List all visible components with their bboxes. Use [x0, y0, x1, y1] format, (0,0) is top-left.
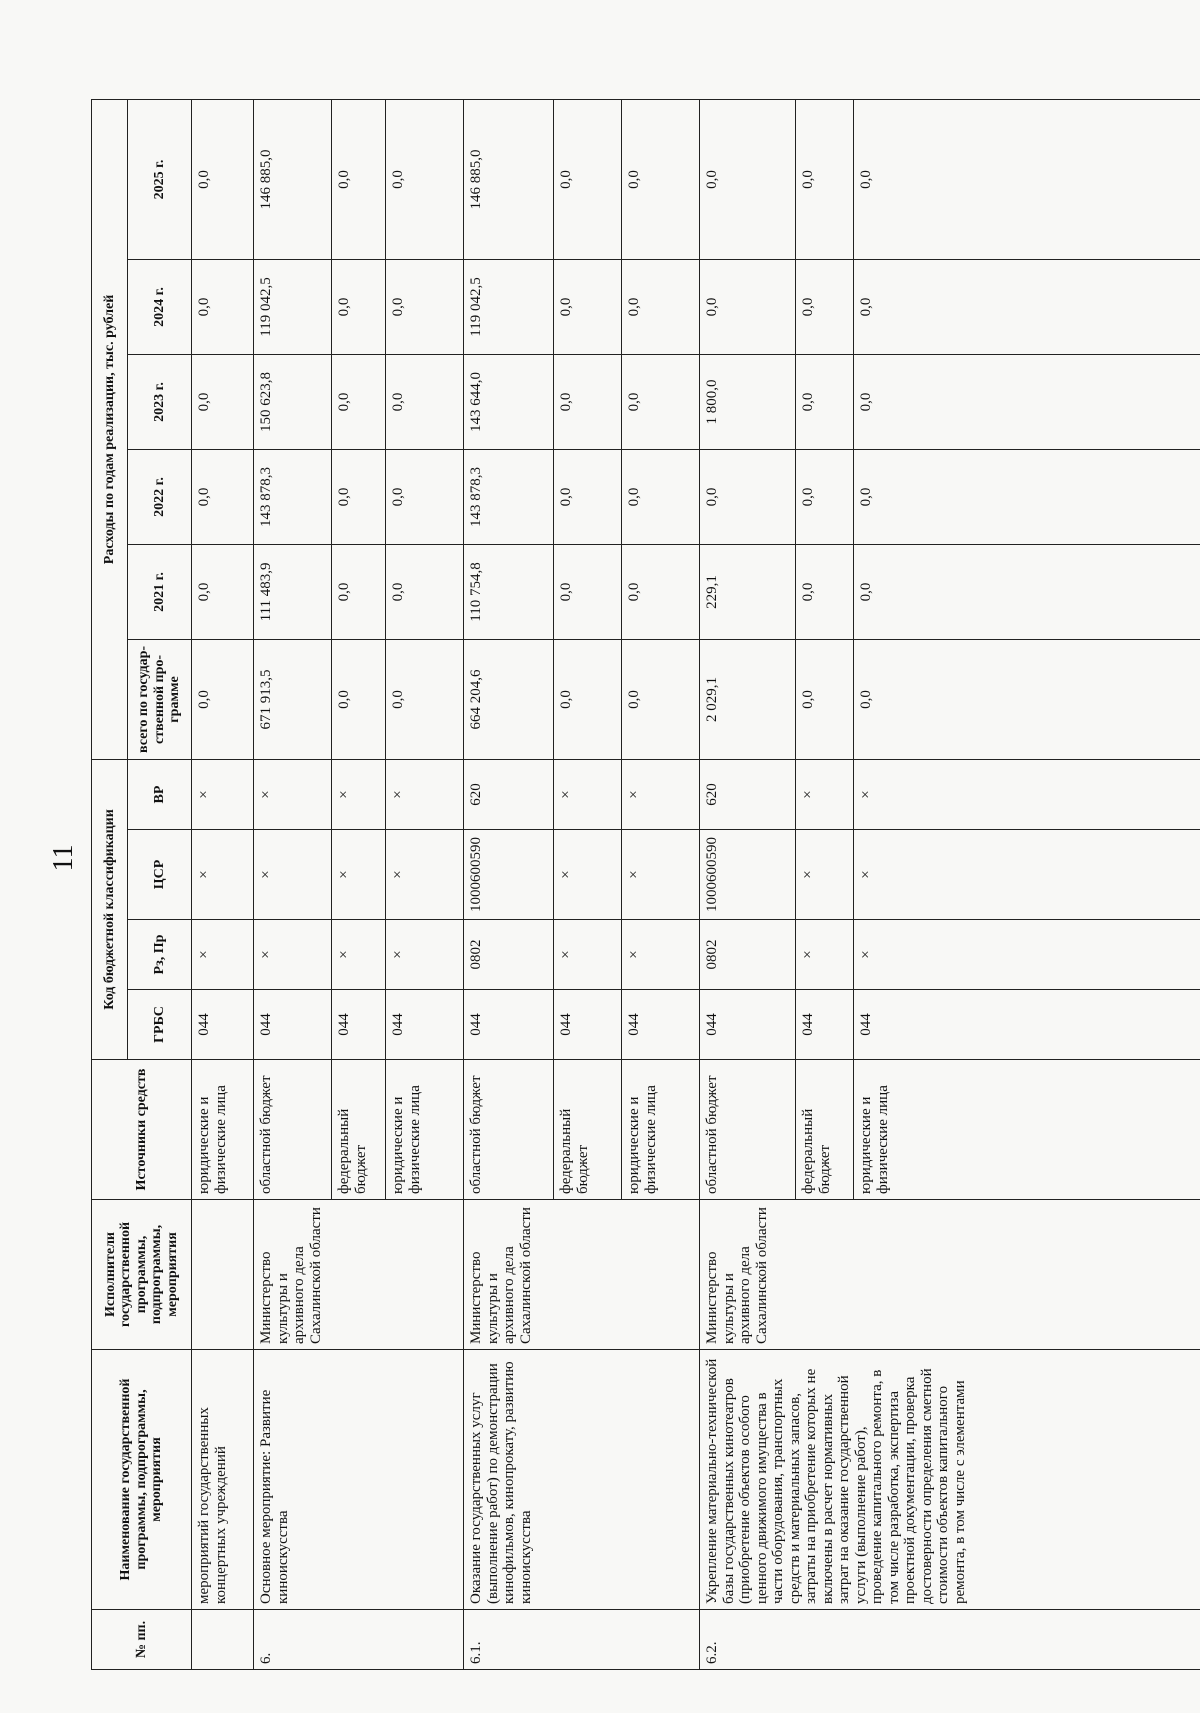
cell-executor: Министерство культуры и архивного дела Сахалинской области	[700, 1200, 1200, 1350]
cell-y2024: 0,0	[332, 259, 386, 354]
cell-y2021: 0,0	[192, 544, 254, 639]
cell-csr: 1000600590	[464, 830, 554, 920]
cell-y2021: 110 754,8	[464, 544, 554, 639]
cell-y2024: 119 042,5	[254, 259, 332, 354]
cell-vr: ×	[854, 759, 1200, 829]
header-row-1	[92, 99, 128, 1669]
table-body	[192, 99, 1200, 1669]
budget-table	[91, 99, 1200, 1670]
cell-y2024: 0,0	[854, 259, 1200, 354]
cell-y2022: 0,0	[554, 449, 622, 544]
cell-y2023: 1 800,0	[700, 354, 796, 449]
cell-vr: ×	[622, 759, 700, 829]
cell-source: федеральный бюджет	[796, 1060, 854, 1200]
header-csr: ЦСР	[128, 830, 192, 920]
cell-y2023: 0,0	[554, 354, 622, 449]
cell-y2021: 229,1	[700, 544, 796, 639]
cell-y2025: 0,0	[700, 99, 796, 259]
table-row	[254, 99, 332, 1669]
header-grbs: ГРБС	[128, 990, 192, 1060]
cell-y2024: 0,0	[386, 259, 464, 354]
header-executors: Исполнители государственной программы, подпрограммы, мероприятия	[92, 1200, 192, 1350]
page-number: 11	[48, 844, 79, 872]
cell-y2023: 0,0	[192, 354, 254, 449]
cell-csr: ×	[554, 830, 622, 920]
cell-y2025: 0,0	[854, 99, 1200, 259]
cell-source: областной бюджет	[254, 1060, 332, 1200]
cell-y2022: 143 878,3	[254, 449, 332, 544]
cell-grbs: 044	[796, 990, 854, 1060]
cell-csr: ×	[854, 830, 1200, 920]
cell-executor: Министерство культуры и архивного дела Сахалинской области	[254, 1200, 464, 1350]
cell-source: областной бюджет	[464, 1060, 554, 1200]
cell-y2021: 0,0	[622, 544, 700, 639]
cell-y2024: 119 042,5	[464, 259, 554, 354]
cell-source: юридические и физические лица	[192, 1060, 254, 1200]
table-row	[192, 99, 254, 1669]
cell-y2022: 0,0	[700, 449, 796, 544]
cell-y2025: 0,0	[554, 99, 622, 259]
cell-grbs: 044	[464, 990, 554, 1060]
cell-vr: ×	[254, 759, 332, 829]
cell-y2025: 0,0	[332, 99, 386, 259]
cell-y2025: 0,0	[386, 99, 464, 259]
cell-rz: ×	[332, 920, 386, 990]
cell-y2023: 0,0	[332, 354, 386, 449]
header-2025: 2025 г.	[128, 99, 192, 259]
header-2021: 2021 г.	[128, 544, 192, 639]
header-total: всего по государ-ственной про-грамме	[128, 639, 192, 759]
header-2023: 2023 г.	[128, 354, 192, 449]
cell-y2024: 0,0	[192, 259, 254, 354]
cell-y2021: 0,0	[796, 544, 854, 639]
cell-y2021: 0,0	[554, 544, 622, 639]
cell-total: 664 204,6	[464, 639, 554, 759]
header-2022: 2022 г.	[128, 449, 192, 544]
header-2024: 2024 г.	[128, 259, 192, 354]
cell-total: 0,0	[192, 639, 254, 759]
cell-y2023: 150 623,8	[254, 354, 332, 449]
cell-grbs: 044	[700, 990, 796, 1060]
cell-vr: ×	[192, 759, 254, 829]
cell-y2024: 0,0	[700, 259, 796, 354]
cell-source: юридические и физические лица	[622, 1060, 700, 1200]
cell-total: 0,0	[332, 639, 386, 759]
header-vr: ВР	[128, 759, 192, 829]
cell-y2023: 0,0	[796, 354, 854, 449]
cell-y2022: 0,0	[796, 449, 854, 544]
cell-total: 671 913,5	[254, 639, 332, 759]
cell-y2022: 0,0	[854, 449, 1200, 544]
cell-executor: Министерство культуры и архивного дела Сахалинской области	[464, 1200, 700, 1350]
cell-total: 0,0	[854, 639, 1200, 759]
header-spending-group: Расходы по годам реализации, тыс. рублей	[92, 99, 128, 759]
cell-grbs: 044	[386, 990, 464, 1060]
cell-rz: ×	[254, 920, 332, 990]
cell-vr: ×	[332, 759, 386, 829]
cell-rz: ×	[622, 920, 700, 990]
cell-total: 0,0	[386, 639, 464, 759]
cell-csr: ×	[622, 830, 700, 920]
header-name: Наименование государственной программы, подпрограммы, мероприятия	[92, 1350, 192, 1610]
cell-y2023: 0,0	[622, 354, 700, 449]
cell-y2022: 0,0	[332, 449, 386, 544]
cell-grbs: 044	[554, 990, 622, 1060]
cell-csr: ×	[192, 830, 254, 920]
cell-num: 6.2.	[700, 1610, 1200, 1670]
cell-y2022: 0,0	[192, 449, 254, 544]
cell-y2023: 0,0	[386, 354, 464, 449]
cell-y2025: 0,0	[622, 99, 700, 259]
header-rz: Рз, Пр	[128, 920, 192, 990]
cell-y2024: 0,0	[796, 259, 854, 354]
rotated-table-wrapper	[91, 100, 1200, 1670]
cell-y2025: 0,0	[796, 99, 854, 259]
cell-y2022: 0,0	[622, 449, 700, 544]
cell-rz: ×	[386, 920, 464, 990]
header-code-group: Код бюджетной классификации	[92, 759, 128, 1059]
cell-y2025: 0,0	[192, 99, 254, 259]
cell-name: Укрепление материально-технической базы государственных кинотеатров (приобретение объектов особого ценного движимого имущества в части оборудования, транспортных средств и материальных запасов, затраты на приобретение которых не включены в расчет нормативных затрат на оказание государственной услуги (выполнение работ), проведение капитального ремонта, в том числе разработка, экспертиза проектной документации, проверка достоверности определения сметной стоимости объектов капитального ремонта, в том числе с элементами	[700, 1350, 1200, 1610]
cell-num	[192, 1610, 254, 1670]
cell-rz: ×	[854, 920, 1200, 990]
cell-rz: 0802	[700, 920, 796, 990]
cell-csr: 1000600590	[700, 830, 796, 920]
cell-vr: ×	[386, 759, 464, 829]
header-num: № пп.	[92, 1610, 192, 1670]
cell-source: областной бюджет	[700, 1060, 796, 1200]
cell-vr: 620	[700, 759, 796, 829]
table-row	[464, 99, 554, 1669]
cell-source: юридические и физические лица	[854, 1060, 1200, 1200]
cell-total: 0,0	[622, 639, 700, 759]
cell-y2021: 0,0	[332, 544, 386, 639]
cell-grbs: 044	[192, 990, 254, 1060]
cell-y2021: 0,0	[854, 544, 1200, 639]
cell-num: 6.	[254, 1610, 464, 1670]
cell-y2025: 146 885,0	[254, 99, 332, 259]
cell-grbs: 044	[622, 990, 700, 1060]
table-row	[700, 99, 796, 1669]
cell-y2025: 146 885,0	[464, 99, 554, 259]
cell-rz: 0802	[464, 920, 554, 990]
cell-y2024: 0,0	[622, 259, 700, 354]
cell-grbs: 044	[332, 990, 386, 1060]
cell-vr: 620	[464, 759, 554, 829]
cell-source: федеральный бюджет	[554, 1060, 622, 1200]
cell-y2023: 143 644,0	[464, 354, 554, 449]
cell-executor	[192, 1200, 254, 1350]
cell-y2022: 143 878,3	[464, 449, 554, 544]
cell-y2022: 0,0	[386, 449, 464, 544]
cell-grbs: 044	[254, 990, 332, 1060]
cell-name: Оказание государственных услуг (выполнение работ) по демонстрации кинофильмов, кинопрокату, развитию киноискусства	[464, 1350, 700, 1610]
cell-y2021: 111 483,9	[254, 544, 332, 639]
cell-csr: ×	[386, 830, 464, 920]
cell-total: 2 029,1	[700, 639, 796, 759]
cell-vr: ×	[554, 759, 622, 829]
cell-rz: ×	[796, 920, 854, 990]
cell-csr: ×	[332, 830, 386, 920]
cell-name: Основное мероприятие: Развитие киноискусства	[254, 1350, 464, 1610]
cell-y2024: 0,0	[554, 259, 622, 354]
header-sources: Источники средств	[92, 1060, 192, 1200]
cell-rz: ×	[554, 920, 622, 990]
cell-grbs: 044	[854, 990, 1200, 1060]
cell-name: мероприятий государственных концертных учреждений	[192, 1350, 254, 1610]
cell-rz: ×	[192, 920, 254, 990]
cell-total: 0,0	[554, 639, 622, 759]
cell-source: федеральный бюджет	[332, 1060, 386, 1200]
cell-total: 0,0	[796, 639, 854, 759]
cell-y2023: 0,0	[854, 354, 1200, 449]
cell-source: юридические и физические лица	[386, 1060, 464, 1200]
cell-num: 6.1.	[464, 1610, 700, 1670]
cell-csr: ×	[796, 830, 854, 920]
cell-y2021: 0,0	[386, 544, 464, 639]
cell-csr: ×	[254, 830, 332, 920]
cell-vr: ×	[796, 759, 854, 829]
